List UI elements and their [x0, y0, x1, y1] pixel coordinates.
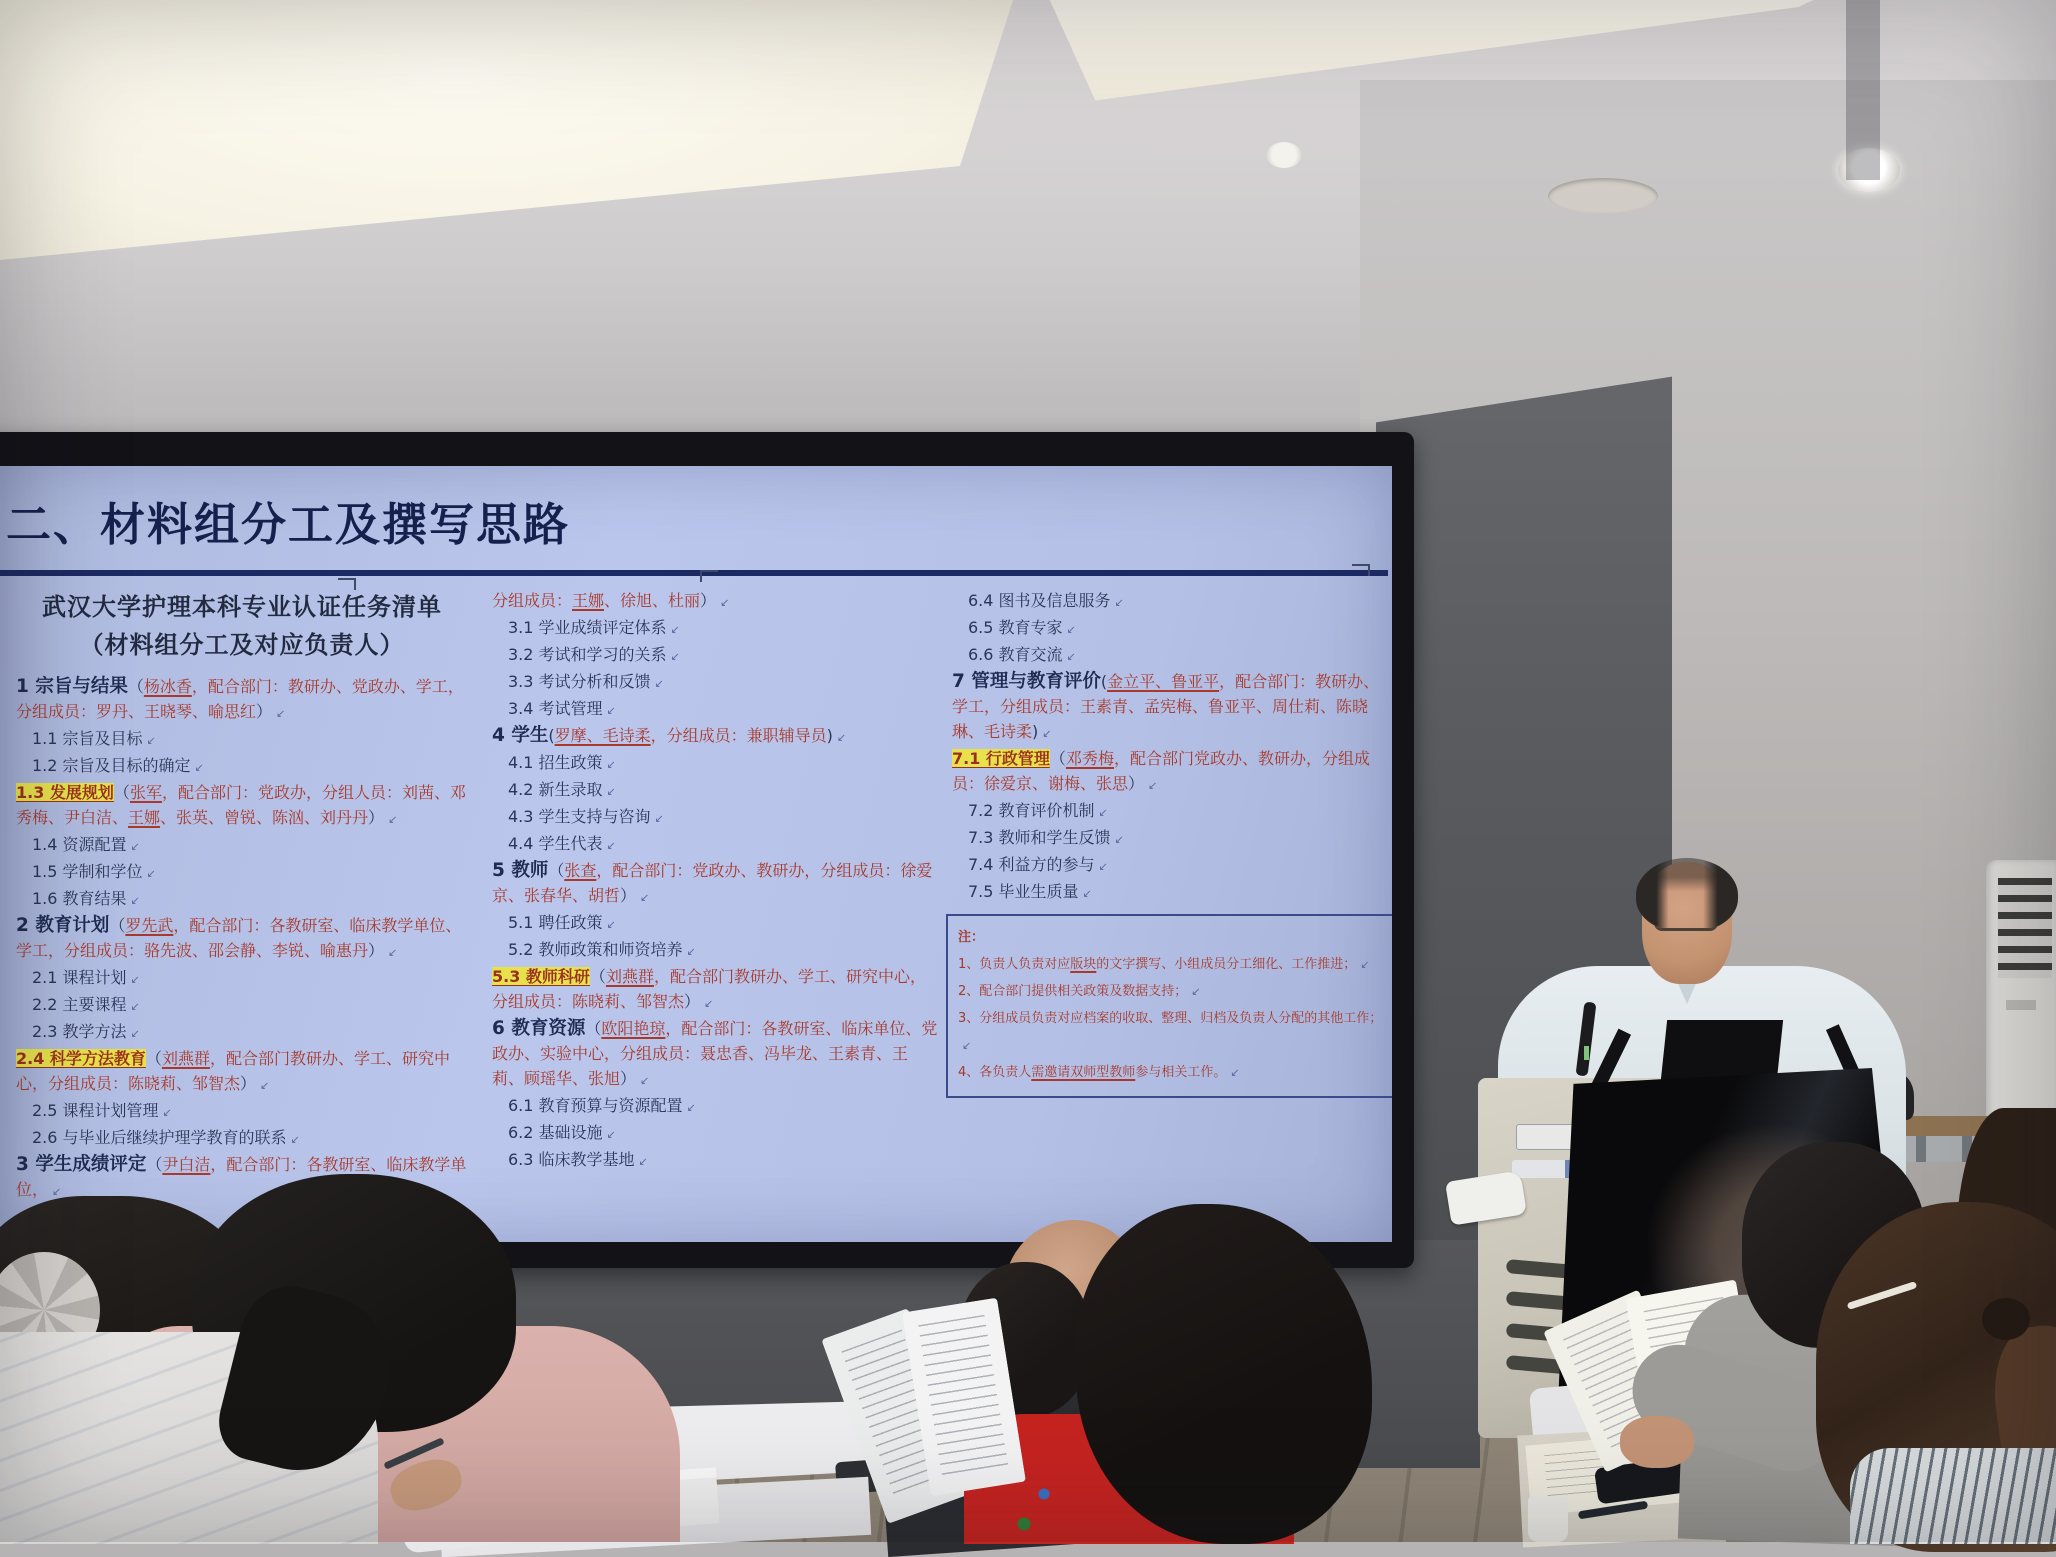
- text-segment: 罗先武: [125, 916, 174, 935]
- slide-line: [492, 723, 938, 750]
- text-segment: 2.4 科学方法教育: [16, 1049, 146, 1068]
- return-mark: ↙: [606, 1128, 616, 1141]
- text-segment: 6.3 临床教学基地: [508, 1150, 635, 1169]
- slide-line: [492, 1147, 938, 1174]
- text-segment: （: [146, 1155, 163, 1174]
- text-segment: 7.5 毕业生质量: [968, 882, 1079, 901]
- slide-column-1: [16, 588, 468, 1204]
- return-mark: ↙: [962, 1039, 972, 1052]
- ceiling-speaker: [1548, 178, 1658, 214]
- return-mark: ↙: [1042, 727, 1052, 740]
- slide-line: [16, 753, 468, 780]
- air-conditioner-label: [2006, 1000, 2036, 1010]
- text-segment: (: [548, 726, 555, 745]
- text-segment: ，配合部门：党政办，分组人员：刘茜、邓秀梅、尹白洁、: [16, 783, 466, 827]
- slide-line: [16, 886, 468, 913]
- slide-line: [16, 1019, 468, 1046]
- return-mark: ↙: [260, 1079, 270, 1092]
- text-segment: 张军: [129, 783, 162, 802]
- return-mark: ↙: [686, 1101, 696, 1114]
- return-mark: ↙: [130, 894, 140, 907]
- text-segment: 6.4 图书及信息服务: [968, 591, 1111, 610]
- slide-line: [492, 1093, 938, 1120]
- paper-cup: [1528, 1496, 1568, 1542]
- text-segment: ，分组成员：兼职辅导员: [650, 726, 827, 745]
- return-mark: ↙: [276, 707, 286, 720]
- slide-line: [958, 1005, 1388, 1059]
- text-segment: 4.3 学生支持与咨询: [508, 807, 651, 826]
- slide-line: [952, 852, 1392, 879]
- return-mark: ↙: [1066, 650, 1076, 663]
- return-mark: ↙: [146, 867, 156, 880]
- text-segment: 王娜: [128, 808, 161, 827]
- slide-line: [16, 726, 468, 753]
- text-segment: 1.6 教育结果: [32, 889, 127, 908]
- slide-line: [492, 858, 938, 910]
- return-mark: ↙: [1230, 1066, 1240, 1079]
- text-segment: ，配合部门教研办、学工、研究中心，分组成员：陈晓莉、邹智杰: [492, 967, 926, 1011]
- text-segment: 6.2 基础设施: [508, 1123, 603, 1142]
- microphone-led: [1584, 1046, 1589, 1060]
- slide-column-2: [492, 588, 938, 1174]
- return-mark: ↙: [640, 1074, 650, 1087]
- slide-line: [16, 1125, 468, 1152]
- text-segment: 6 教育资源: [492, 1018, 586, 1039]
- text-segment: 王娜: [572, 591, 605, 610]
- slide-line: [952, 669, 1392, 746]
- text-segment: 2.5 课程计划管理: [32, 1101, 159, 1120]
- text-segment: 需邀请: [1031, 1065, 1071, 1080]
- audience-woman-striped-shirt: [1850, 1448, 2056, 1544]
- return-mark: ↙: [1082, 887, 1092, 900]
- slide-line: [492, 1016, 938, 1093]
- slide-line: [492, 615, 938, 642]
- text-segment: 的文字撰写、小组成员分工细化、工作推进；: [1096, 957, 1357, 972]
- return-mark: ↙: [1098, 860, 1108, 873]
- slide-line: [492, 696, 938, 723]
- document-title-line1: 武汉大学护理本科专业认证任务清单: [42, 592, 442, 621]
- text-segment: 3 学生成绩评定: [16, 1154, 147, 1175]
- return-mark: ↙: [1114, 833, 1124, 846]
- slide-line: [492, 669, 938, 696]
- text-segment: 版块: [1070, 957, 1097, 972]
- slide-line: [958, 951, 1388, 978]
- text-segment: 4.2 新生录取: [508, 780, 603, 799]
- text-segment: ）: [240, 1074, 257, 1093]
- text-segment: ）: [620, 886, 637, 905]
- page-corner-mark: [700, 570, 718, 582]
- text-segment: ）: [256, 702, 273, 721]
- text-segment: 2.6 与毕业后继续护理学教育的联系: [32, 1128, 287, 1147]
- slide-line: [492, 777, 938, 804]
- text-segment: 3、分组成员负责对应档案的收取、整理、归档及负责人分配的其他工作；: [958, 1011, 1383, 1026]
- text-segment: 4.1 招生政策: [508, 753, 603, 772]
- text-segment: 7.2 教育评价机制: [968, 801, 1095, 820]
- return-mark: ↙: [146, 734, 156, 747]
- return-mark: ↙: [606, 839, 616, 852]
- text-segment: （: [1049, 749, 1066, 768]
- text-segment: （: [113, 783, 130, 802]
- slide-line: [492, 937, 938, 964]
- slide-line: [16, 859, 468, 886]
- text-segment: 、徐旭、杜丽: [604, 591, 701, 610]
- audience-woman-striped-hairtie: [1982, 1298, 2030, 1340]
- slide-line: [492, 750, 938, 777]
- text-segment: 1.1 宗旨及目标: [32, 729, 143, 748]
- air-conditioner-vents: [1998, 878, 2052, 978]
- slide-line: [16, 674, 468, 726]
- notes-header: 注：: [958, 930, 985, 945]
- return-mark: ↙: [654, 812, 664, 825]
- led-screen: [0, 466, 1392, 1242]
- text-segment: ，配合部门：党政办、教研办，分组成员：徐爱京、张春华、胡哲: [492, 861, 933, 905]
- return-mark: ↙: [1191, 985, 1201, 998]
- text-segment: ，配合部门：教研办、党政办、学工，分组成员：罗丹、王晓琴、喻思红: [16, 677, 464, 721]
- slide-line: [492, 910, 938, 937]
- return-mark: ↙: [720, 596, 730, 609]
- slide-line: [16, 913, 468, 965]
- text-segment: 3.2 考试和学习的关系: [508, 645, 667, 664]
- return-mark: ↙: [388, 946, 398, 959]
- slide-line: [958, 1059, 1388, 1086]
- slide-column-3: [952, 588, 1392, 1098]
- text-segment: 5.1 聘任政策: [508, 913, 603, 932]
- text-segment: ）: [1128, 774, 1145, 793]
- text-segment: （: [127, 677, 144, 696]
- text-segment: 5 教师: [492, 860, 549, 881]
- text-segment: 7 管理与教育评价: [952, 671, 1101, 692]
- return-mark: ↙: [606, 704, 616, 717]
- text-segment: 尹白洁: [162, 1155, 211, 1174]
- slide-line: [952, 879, 1392, 906]
- text-segment: （: [109, 916, 126, 935]
- return-mark: ↙: [162, 1106, 172, 1119]
- text-segment: 6.6 教育交流: [968, 645, 1063, 664]
- slide-section-title: 二、材料组分工及撰写思路: [6, 498, 571, 551]
- return-mark: ↙: [1098, 806, 1108, 819]
- text-segment: 4、各负责人: [958, 1065, 1032, 1080]
- return-mark: ↙: [704, 997, 714, 1010]
- slide-line: [952, 642, 1392, 669]
- return-mark: ↙: [130, 973, 140, 986]
- text-segment: 2.1 课程计划: [32, 968, 127, 987]
- text-segment: ）: [620, 1069, 637, 1088]
- text-segment: 参与相关工作。: [1135, 1065, 1227, 1080]
- return-mark: ↙: [1066, 623, 1076, 636]
- text-segment: (: [1100, 672, 1108, 691]
- slide-line: [952, 615, 1392, 642]
- slide-line: [492, 1120, 938, 1147]
- return-mark: ↙: [194, 761, 204, 774]
- return-mark: ↙: [130, 840, 140, 853]
- text-segment: 1.4 资源配置: [32, 835, 127, 854]
- text-segment: 7.3 教师和学生反馈: [968, 828, 1111, 847]
- return-mark: ↙: [52, 1185, 62, 1198]
- slide-line: [16, 1046, 468, 1098]
- return-mark: ↙: [638, 1155, 648, 1168]
- document-title-line2: （材料组分工及对应负责人）: [79, 630, 405, 659]
- text-segment: （: [548, 861, 565, 880]
- text-segment: 1.5 学制和学位: [32, 862, 143, 881]
- text-segment: 7.1 行政管理: [952, 749, 1050, 768]
- text-segment: ，配合部门教研办、学工、研究中心，分组成员：陈晓莉、邹智杰: [16, 1049, 450, 1093]
- text-segment: 刘燕群: [161, 1049, 210, 1068]
- text-segment: 3.4 考试管理: [508, 699, 603, 718]
- audience-man-gray-hand: [1620, 1416, 1694, 1468]
- text-segment: 7.4 利益方的参与: [968, 855, 1095, 874]
- text-segment: 杨冰香: [143, 677, 192, 696]
- slide-line: [952, 588, 1392, 615]
- text-segment: ): [826, 726, 833, 745]
- slide-line: [16, 780, 468, 832]
- text-segment: 2、配合部门提供相关政策及数据支持；: [958, 984, 1188, 999]
- text-segment: 1.2 宗旨及目标的确定: [32, 756, 191, 775]
- slide-line: [492, 804, 938, 831]
- wall-corner-shadow: [1846, 0, 1880, 180]
- text-segment: 3.1 学业成绩评定体系: [508, 618, 667, 637]
- text-segment: 5.2 教师政策和师资培养: [508, 940, 683, 959]
- return-mark: ↙: [686, 945, 696, 958]
- text-segment: ): [1032, 722, 1039, 741]
- text-segment: ）: [368, 941, 385, 960]
- text-segment: 4.4 学生代表: [508, 834, 603, 853]
- slide-line: [492, 588, 938, 615]
- text-segment: ，配合部门党政办、教研办，分组成员：徐爱京、谢梅、张思: [952, 749, 1370, 793]
- ceiling-downlight-small: [1266, 142, 1302, 168]
- slide-line: [952, 825, 1392, 852]
- return-mark: ↙: [654, 677, 664, 690]
- text-segment: 、张英、曾锐、陈汹、刘丹丹: [160, 808, 369, 827]
- text-segment: 双师型教师: [1070, 1065, 1136, 1080]
- return-mark: ↙: [1148, 779, 1158, 792]
- return-mark: ↙: [606, 785, 616, 798]
- slide-line: [492, 642, 938, 669]
- slide-line: [16, 832, 468, 859]
- slide-title-rule: [0, 570, 1388, 576]
- text-segment: ）: [368, 808, 385, 827]
- text-segment: 5.3 教师科研: [492, 967, 590, 986]
- text-segment: 分组成员：: [492, 591, 573, 610]
- text-segment: 邓秀梅: [1065, 749, 1114, 768]
- text-segment: 2.2 主要课程: [32, 995, 127, 1014]
- document-title: [16, 588, 468, 664]
- text-segment: （: [585, 1019, 602, 1038]
- slide-line: [16, 992, 468, 1019]
- slide-line: [952, 746, 1392, 798]
- slide-line: [16, 965, 468, 992]
- page-corner-mark: [1352, 564, 1370, 576]
- text-segment: 2.3 教学方法: [32, 1022, 127, 1041]
- notes-box: [946, 914, 1392, 1098]
- text-segment: 欧阳艳琼: [601, 1019, 666, 1038]
- return-mark: ↙: [388, 813, 398, 826]
- text-segment: 4 学生: [492, 725, 549, 746]
- text-segment: ）: [684, 992, 701, 1011]
- text-segment: ，配合部门：各教研室、临床教学单位，: [16, 1155, 467, 1199]
- presenter-glasses: [1654, 916, 1718, 931]
- return-mark: ↙: [606, 918, 616, 931]
- text-segment: 6.1 教育预算与资源配置: [508, 1096, 683, 1115]
- return-mark: ↙: [836, 731, 847, 744]
- text-segment: 张查: [564, 861, 597, 880]
- text-segment: ）: [700, 591, 717, 610]
- text-segment: 金立平、鲁亚平: [1107, 672, 1220, 691]
- return-mark: ↙: [670, 623, 680, 636]
- return-mark: ↙: [670, 650, 680, 663]
- text-segment: ，配合部门：各教研室、临床教学单位、学工，分组成员：骆先波、邵会静、李锐、喻惠丹: [16, 916, 462, 960]
- slide-line: [958, 978, 1388, 1005]
- slide-line: [492, 964, 938, 1016]
- return-mark: ↙: [1360, 958, 1370, 971]
- text-segment: （: [589, 967, 606, 986]
- slide-line: [16, 1098, 468, 1125]
- return-mark: ↙: [290, 1133, 300, 1146]
- slide-line: [492, 831, 938, 858]
- text-segment: ，配合部门：各教研室、临床单位、党政办、实验中心，分组成员：聂忠香、冯毕龙、王素青、王莉、顾瑶华、张旭: [492, 1019, 938, 1088]
- text-segment: 罗摩、毛诗柔: [554, 726, 651, 745]
- return-mark: ↙: [130, 1000, 140, 1013]
- text-segment: 1.3 发展规划: [16, 783, 114, 802]
- slide-line: [952, 798, 1392, 825]
- return-mark: ↙: [130, 1027, 140, 1040]
- display-mount: [1661, 1020, 1783, 1080]
- text-segment: 刘燕群: [605, 967, 654, 986]
- return-mark: ↙: [640, 891, 650, 904]
- text-segment: 1、负责人负责对应: [958, 957, 1071, 972]
- text-segment: 1 宗旨与结果: [16, 676, 128, 697]
- text-segment: （: [145, 1049, 162, 1068]
- return-mark: ↙: [606, 758, 616, 771]
- text-segment: 6.5 教育专家: [968, 618, 1063, 637]
- text-segment: ，配合部门：教研办、学工，分组成员：王素青、孟宪梅、鲁亚平、周仕莉、陈晓琳、毛诗柔: [952, 672, 1380, 741]
- return-mark: ↙: [1114, 596, 1124, 609]
- text-segment: 3.3 考试分析和反馈: [508, 672, 651, 691]
- text-segment: 2 教育计划: [16, 915, 110, 936]
